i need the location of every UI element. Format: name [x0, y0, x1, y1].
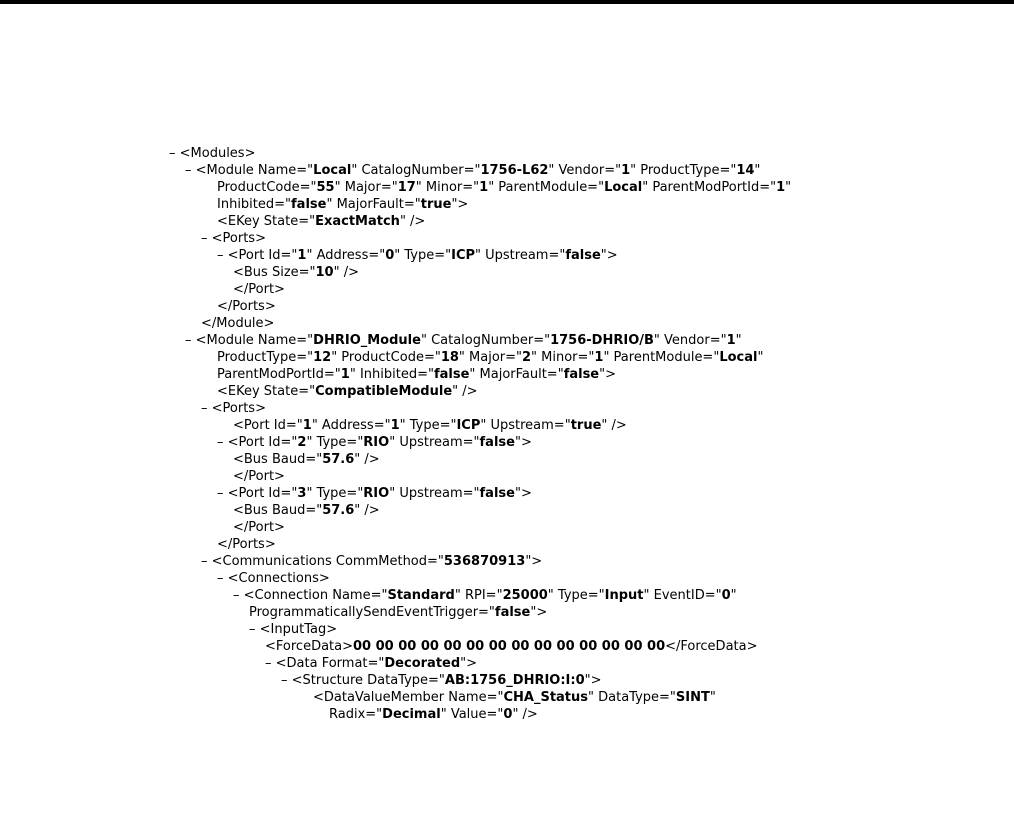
- xml-value: 1: [302, 418, 312, 433]
- xml-markup: " Major=": [334, 180, 398, 195]
- xml-markup: ": [735, 333, 742, 348]
- xml-line: [233, 264, 359, 281]
- collapse-toggle[interactable]: –: [201, 554, 212, 569]
- xml-line: [233, 502, 380, 519]
- collapse-toggle[interactable]: –: [249, 622, 260, 637]
- collapse-toggle[interactable]: –: [281, 673, 292, 688]
- xml-line: [217, 349, 763, 366]
- xml-markup: <Module Name=": [195, 333, 314, 348]
- xml-markup: <Structure DataType=": [291, 673, 445, 688]
- xml-markup: <Port Id=": [227, 486, 298, 501]
- xml-markup: </Port>: [233, 282, 285, 297]
- xml-value: false: [563, 367, 600, 382]
- xml-value: false: [565, 248, 601, 263]
- xml-markup: ">: [525, 554, 543, 569]
- xml-line: [201, 230, 266, 247]
- xml-value: 55: [316, 180, 335, 195]
- xml-markup: " />: [601, 418, 627, 433]
- xml-markup: " />: [512, 707, 538, 722]
- xml-value: 18: [440, 350, 459, 365]
- xml-line: [169, 145, 255, 162]
- xml-value: 00 00 00 00 00 00 00 00 00 00 00 00 00 00: [353, 639, 666, 654]
- xml-line: [217, 179, 791, 196]
- xml-markup: " ParentModPortId=": [642, 180, 777, 195]
- xml-markup: " Type=": [547, 588, 605, 603]
- xml-line: [217, 536, 276, 553]
- xml-line: [265, 655, 477, 672]
- xml-markup: " Type=": [306, 486, 364, 501]
- xml-markup: <Data Format=": [275, 656, 385, 671]
- xml-markup: " MajorFault=": [469, 367, 564, 382]
- collapse-toggle[interactable]: –: [217, 435, 228, 450]
- xml-line: [201, 315, 274, 332]
- xml-value: true: [570, 418, 602, 433]
- xml-markup: </Ports>: [217, 537, 276, 552]
- xml-line: [281, 672, 602, 689]
- xml-markup: " Inhibited=": [349, 367, 434, 382]
- xml-markup: </ForceData>: [665, 639, 758, 654]
- xml-markup: " RPI=": [454, 588, 503, 603]
- xml-value: Decimal: [382, 707, 441, 722]
- xml-markup: </Ports>: [217, 299, 276, 314]
- collapse-toggle[interactable]: –: [217, 571, 228, 586]
- xml-value: 1756-DHRIO/B: [550, 333, 654, 348]
- xml-line: [233, 519, 285, 536]
- xml-line: [185, 162, 760, 179]
- xml-value: CHA_Status: [503, 690, 589, 705]
- xml-line: [217, 383, 478, 400]
- xml-value: 3: [297, 486, 307, 501]
- xml-markup: " CatalogNumber=": [351, 163, 481, 178]
- collapse-toggle[interactable]: –: [201, 401, 212, 416]
- xml-markup: " />: [333, 265, 359, 280]
- xml-line: [201, 553, 542, 570]
- xml-value: RIO: [363, 435, 390, 450]
- xml-value: 1: [776, 180, 786, 195]
- xml-markup: " />: [354, 503, 380, 518]
- xml-markup: ">: [460, 656, 478, 671]
- xml-value: 2: [521, 350, 532, 365]
- xml-value: false: [479, 486, 515, 501]
- xml-markup: </Port>: [233, 469, 285, 484]
- xml-value: Local: [604, 180, 643, 195]
- xml-value: 0: [385, 248, 395, 263]
- xml-line: [233, 417, 627, 434]
- xml-value: RIO: [363, 486, 390, 501]
- xml-value: 536870913: [443, 554, 526, 569]
- xml-value: false: [494, 605, 531, 620]
- xml-line: [217, 366, 616, 383]
- xml-line: [217, 434, 532, 451]
- xml-value: 1: [594, 350, 604, 365]
- xml-markup: " ParentModule=": [603, 350, 720, 365]
- xml-value: 0: [721, 588, 731, 603]
- xml-markup: " Value=": [440, 707, 504, 722]
- xml-value: 12: [313, 350, 332, 365]
- xml-markup: " MajorFault=": [326, 197, 421, 212]
- xml-markup: <Bus Baud=": [233, 503, 323, 518]
- xml-markup: <Modules>: [179, 146, 256, 161]
- xml-markup: " ParentModule=": [488, 180, 605, 195]
- xml-markup: " Minor=": [415, 180, 480, 195]
- xml-markup: ">: [514, 435, 532, 450]
- xml-value: DHRIO_Module: [313, 333, 421, 348]
- xml-markup: " Minor=": [531, 350, 595, 365]
- xml-line: [217, 196, 468, 213]
- xml-markup: <DataValueMember Name=": [313, 690, 504, 705]
- xml-value: Local: [313, 163, 352, 178]
- xml-markup: " Address=": [306, 248, 386, 263]
- xml-markup: " />: [354, 452, 380, 467]
- collapse-toggle[interactable]: –: [169, 146, 180, 161]
- xml-markup: " />: [452, 384, 478, 399]
- xml-value: SINT: [675, 690, 710, 705]
- xml-value: 10: [315, 265, 334, 280]
- xml-line: [217, 298, 276, 315]
- xml-markup: ": [757, 350, 764, 365]
- xml-value: Input: [604, 588, 644, 603]
- xml-markup: ">: [530, 605, 548, 620]
- xml-value: 25000: [502, 588, 548, 603]
- xml-markup: ">: [514, 486, 532, 501]
- xml-markup: ">: [451, 197, 469, 212]
- xml-markup: " Upstream=": [480, 418, 571, 433]
- xml-markup: " CatalogNumber=": [420, 333, 551, 348]
- collapse-toggle[interactable]: –: [185, 333, 196, 348]
- xml-line: [249, 604, 547, 621]
- xml-value: 57.6: [322, 452, 355, 467]
- xml-markup: ": [754, 163, 761, 178]
- xml-value: AB:1756_DHRIO:I:0: [444, 673, 585, 688]
- xml-markup: " Vendor=": [653, 333, 727, 348]
- xml-value: 1756-L62: [480, 163, 549, 178]
- xml-value: 14: [736, 163, 755, 178]
- xml-markup: " Type=": [306, 435, 364, 450]
- xml-markup: </Port>: [233, 520, 285, 535]
- collapse-toggle[interactable]: –: [217, 486, 228, 501]
- xml-markup: </Module>: [201, 316, 275, 331]
- xml-markup: ": [785, 180, 792, 195]
- xml-markup: ">: [599, 367, 617, 382]
- xml-markup: " Address=": [311, 418, 391, 433]
- xml-markup: ParentModPortId=": [217, 367, 341, 382]
- xml-markup: <Ports>: [211, 231, 266, 246]
- xml-line: [185, 332, 742, 349]
- xml-line: [233, 451, 380, 468]
- xml-markup: " ProductType=": [630, 163, 737, 178]
- xml-value: 1: [479, 180, 489, 195]
- xml-markup: ProductCode=": [217, 180, 317, 195]
- xml-line: [233, 468, 285, 485]
- xml-value: ExactMatch: [315, 214, 400, 229]
- xml-markup: " Type=": [394, 248, 452, 263]
- xml-markup: " Upstream=": [389, 486, 480, 501]
- xml-line: [217, 570, 330, 587]
- xml-markup: <Bus Size=": [233, 265, 316, 280]
- xml-markup: <Connection Name=": [243, 588, 388, 603]
- xml-value: 1: [621, 163, 631, 178]
- xml-value: false: [291, 197, 327, 212]
- collapse-toggle[interactable]: –: [233, 588, 244, 603]
- xml-value: 17: [397, 180, 416, 195]
- collapse-toggle[interactable]: –: [201, 231, 212, 246]
- xml-line: [217, 485, 532, 502]
- xml-markup: " ProductCode=": [331, 350, 441, 365]
- xml-markup: " Vendor=": [548, 163, 622, 178]
- xml-markup: <EKey State=": [217, 384, 316, 399]
- collapse-toggle[interactable]: –: [217, 248, 228, 263]
- xml-markup: <Port Id=": [227, 248, 298, 263]
- xml-markup: <InputTag>: [259, 622, 338, 637]
- xml-value: ICP: [456, 418, 481, 433]
- xml-markup: <Connections>: [227, 571, 330, 586]
- xml-markup: " EventID=": [643, 588, 722, 603]
- xml-line: [217, 247, 618, 264]
- xml-markup: " Major=": [458, 350, 522, 365]
- xml-markup: <Module Name=": [195, 163, 314, 178]
- xml-markup: " Type=": [399, 418, 457, 433]
- collapse-toggle[interactable]: –: [265, 656, 276, 671]
- xml-markup: ": [709, 690, 716, 705]
- xml-markup: ": [730, 588, 737, 603]
- xml-line: [265, 638, 758, 655]
- xml-value: 1: [390, 418, 400, 433]
- xml-line: [217, 213, 425, 230]
- xml-value: true: [420, 197, 452, 212]
- xml-value: false: [479, 435, 515, 450]
- xml-markup: Inhibited=": [217, 197, 292, 212]
- collapse-toggle[interactable]: –: [185, 163, 196, 178]
- xml-markup: " Upstream=": [389, 435, 480, 450]
- xml-value: Decorated: [384, 656, 461, 671]
- xml-value: ICP: [451, 248, 476, 263]
- xml-markup: " />: [399, 214, 426, 229]
- xml-value: 1: [340, 367, 350, 382]
- xml-value: Local: [719, 350, 758, 365]
- xml-line: [233, 281, 285, 298]
- xml-markup: <Ports>: [211, 401, 266, 416]
- xml-line: [329, 706, 538, 723]
- xml-value: false: [433, 367, 470, 382]
- xml-value: 57.6: [322, 503, 355, 518]
- xml-line: [233, 587, 737, 604]
- xml-value: 2: [297, 435, 307, 450]
- xml-value: CompatibleModule: [315, 384, 453, 399]
- xml-line: [249, 621, 337, 638]
- xml-value: Standard: [387, 588, 455, 603]
- xml-markup: " DataType=": [588, 690, 676, 705]
- xml-markup: <ForceData>: [265, 639, 353, 654]
- xml-markup: <Port Id=": [233, 418, 303, 433]
- xml-line: [201, 400, 266, 417]
- xml-value: 1: [726, 333, 736, 348]
- xml-markup: <Bus Baud=": [233, 452, 323, 467]
- xml-markup: <EKey State=": [217, 214, 316, 229]
- xml-markup: ProgrammaticallySendEventTrigger=": [249, 605, 495, 620]
- xml-markup: <Communications CommMethod=": [211, 554, 444, 569]
- xml-markup: ">: [600, 248, 618, 263]
- xml-value: 1: [297, 248, 307, 263]
- xml-line: [313, 689, 716, 706]
- xml-markup: <Port Id=": [227, 435, 298, 450]
- xml-markup: " Upstream=": [475, 248, 566, 263]
- xml-markup: ">: [584, 673, 602, 688]
- xml-markup: ProductType=": [217, 350, 314, 365]
- xml-markup: Radix=": [329, 707, 383, 722]
- xml-value: 0: [503, 707, 513, 722]
